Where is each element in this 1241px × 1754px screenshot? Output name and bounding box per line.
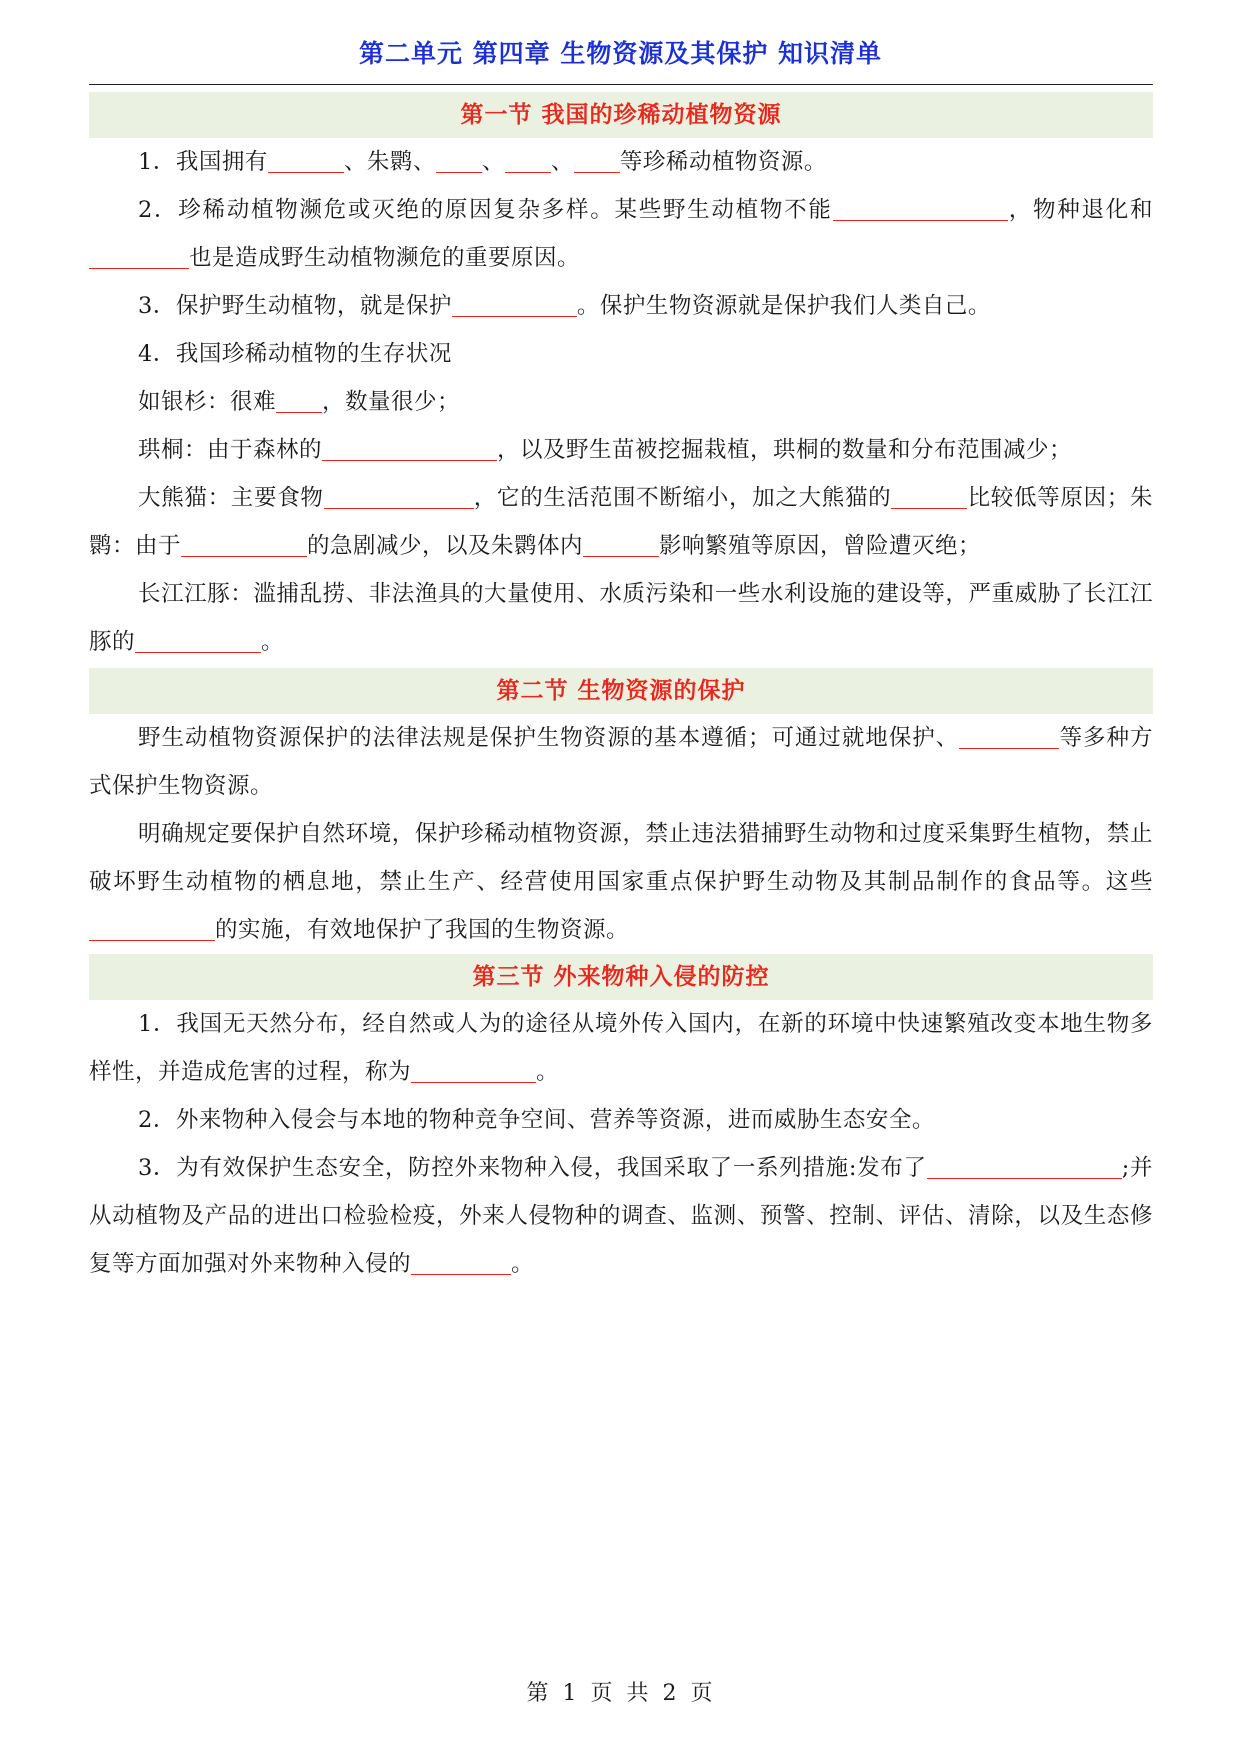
paragraph-porpoise: 长江江豚：滥捕乱捞、非法渔具的大量使用、水质污染和一些水利设施的建设等，严重威胁了长江江豚的 。	[89, 581, 1153, 655]
paragraph-s3-3: 3．为有效保护生态安全，防控外来物种入侵，我国采取了一系列措施:发布了 ;并从动植物及产品的进出口检验检疫，外来人侵物种的调查、监测、预警、控制、评估、清除，以及生态修复等方面加强对外来物种入侵的 。	[89, 1144, 1153, 1288]
fill-blank[interactable]	[436, 146, 482, 173]
fill-blank[interactable]	[574, 146, 620, 173]
paragraph-s1-1: 1．我国拥有 、朱鹮、 、 、 等珍稀动植物资源。	[89, 138, 1153, 186]
section-heading-3: 第三节 外来物种入侵的防控	[89, 954, 1153, 1000]
fill-blank[interactable]	[505, 146, 551, 173]
fill-blank[interactable]	[1102, 1152, 1122, 1179]
section-heading-2: 第二节 生物资源的保护	[89, 668, 1153, 714]
fill-blank[interactable]	[322, 434, 497, 461]
fill-blank[interactable]	[89, 242, 189, 269]
paragraph-ginkgo: 如银杉：很难 ，数量很少；	[89, 378, 1153, 426]
paragraph-dove-tree: 珙桐：由于森林的 ，以及野生苗被挖掘栽植，珙桐的数量和分布范围减少；	[89, 426, 1153, 474]
fill-blank[interactable]	[181, 530, 307, 557]
page-footer: 第 1 页 共 2 页	[526, 1681, 715, 1706]
fill-blank[interactable]	[411, 1248, 511, 1275]
paragraph-s2-2: 明确规定要保护自然环境，保护珍稀动植物资源，禁止违法猎捕野生动物和过度采集野生植物，禁止破坏野生动植物的栖息地，禁止生产、经营使用国家重点保护野生动物及其制品制作的食品等。这些的实施，有效地保护了我国的生物资源。	[89, 821, 1153, 943]
paragraph-s1-3: 3．保护野生动植物，就是保护 。保护生物资源就是保护我们人类自己。	[89, 282, 1153, 330]
fill-blank[interactable]	[833, 194, 1008, 221]
fill-blank[interactable]	[89, 914, 215, 941]
fill-blank[interactable]	[891, 482, 967, 509]
section-heading-1: 第一节 我国的珍稀动植物资源	[89, 92, 1153, 138]
content-area	[89, 92, 1153, 1288]
paragraph-s1-2: 2．珍稀动植物濒危或灭绝的原因复杂多样。某些野生动植物不能 ，物种退化和也是造成野生动植物濒危的重要原因。	[89, 186, 1153, 282]
fill-blank[interactable]	[583, 530, 659, 557]
fill-blank[interactable]	[452, 290, 577, 317]
fill-blank[interactable]	[959, 722, 1059, 749]
page-total: 2	[662, 1681, 679, 1706]
page-title: 第二单元 第四章 生物资源及其保护 知识清单	[358, 39, 883, 68]
fill-blank[interactable]	[324, 482, 474, 509]
page-number: 1	[562, 1681, 579, 1706]
fill-blank[interactable]	[268, 146, 344, 173]
paragraph-s2-1: 野生动植物资源保护的法律法规是保护生物资源的基本遵循；可通过就地保护、 等多种方式保护生物资源。	[89, 714, 1153, 810]
fill-blank[interactable]	[276, 386, 322, 413]
header-divider	[89, 84, 1153, 85]
paragraph-s3-1: 1．我国无天然分布，经自然或人为的途径从境外传入国内，在新的环境中快速繁殖改变本地生物多样性，并造成危害的过程，称为 。	[89, 1011, 1153, 1085]
paragraph-s1-4: 4．我国珍稀动植物的生存状况	[138, 341, 452, 367]
paragraph-s3-2: 2．外来物种入侵会与本地的物种竞争空间、营养等资源，进而威胁生态安全。	[138, 1107, 935, 1133]
paragraph-panda: 大熊猫：主要食物 ，它的生活范围不断缩小，加之大熊猫的 比较低等原因；朱鹮：由于 的急剧减少，以及朱鹮体内 影响繁殖等原因，曾险遭灭绝；	[89, 474, 1153, 570]
fill-blank[interactable]	[927, 1152, 1102, 1179]
fill-blank[interactable]	[135, 626, 261, 653]
fill-blank[interactable]	[411, 1056, 536, 1083]
